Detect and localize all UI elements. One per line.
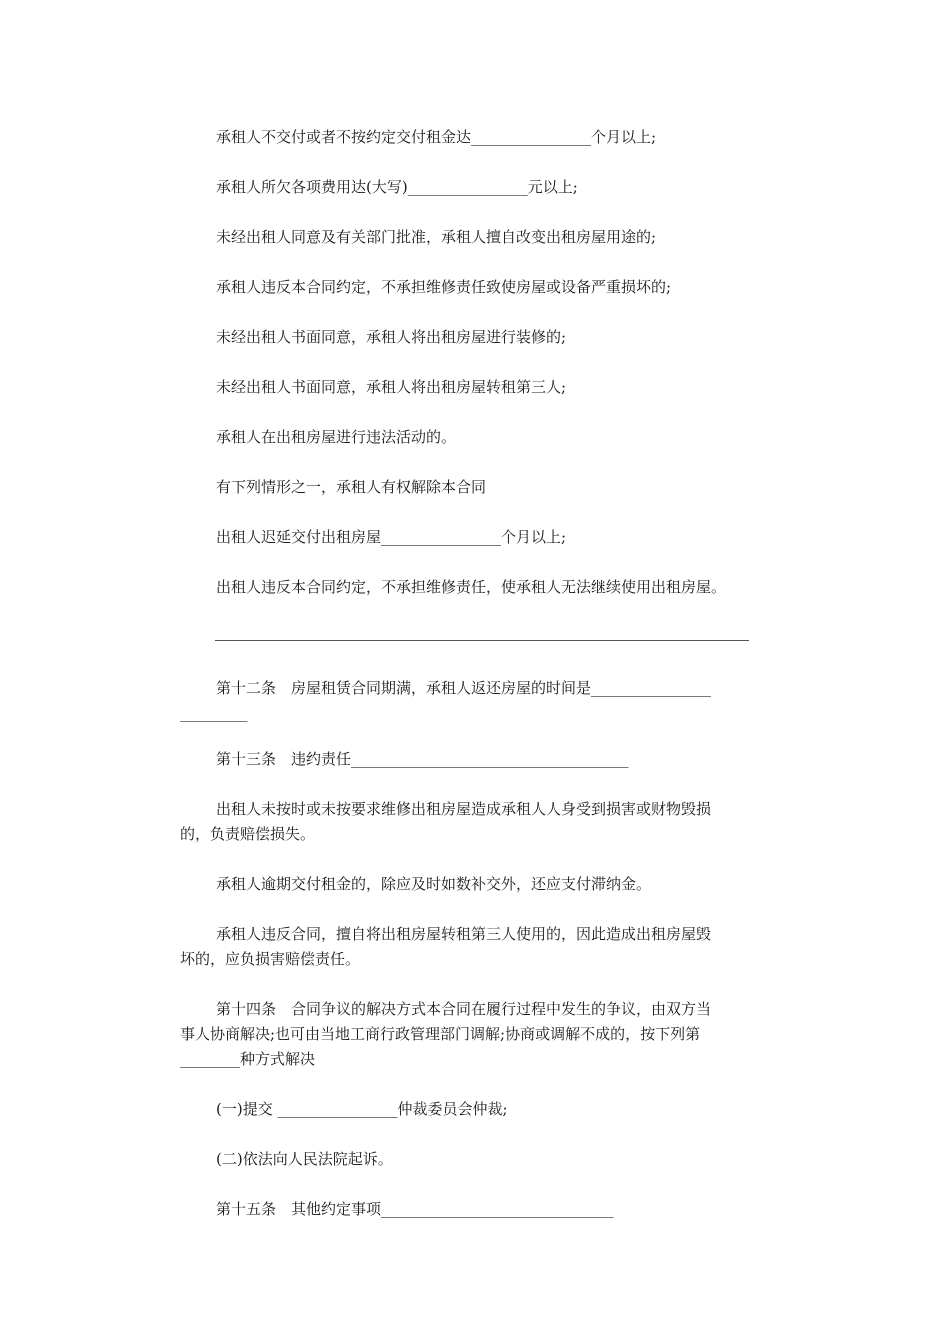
clause-illegal-activity: 承租人在出租房屋进行违法活动的。 [216,428,457,446]
article-14-line2: 事人协商解决;也可由当地工商行政管理部门调解;协商或调解不成的，按下列第 [180,1025,701,1043]
clause-sublet: 未经出租人书面同意，承租人将出租房屋转租第三人; [216,378,567,396]
article-13-item3-line1: 承租人违反合同，擅自将出租房屋转租第三人使用的，因此造成出租房屋毁 [216,925,712,943]
article-13-item3-line2: 坏的，应负损害赔偿责任。 [180,950,361,968]
article-14-line3: ________种方式解决 [180,1050,316,1068]
clause-damage: 承租人违反本合同约定，不承担维修责任致使房屋或设备严重损坏的; [216,278,672,296]
article-13-heading: 第十三条 违约责任_____________________________________ [216,750,629,768]
clause-no-maintenance: 出租人违反本合同约定，不承担维修责任，使承租人无法继续使用出租房屋。 [216,578,727,596]
article-14-line1: 第十四条 合同争议的解决方式本合同在履行过程中发生的争议，由双方当 [216,1000,712,1018]
article-15-heading: 第十五条 其他约定事项_______________________________ [216,1200,614,1218]
clause-late-delivery: 出租人迟延交付出租房屋________________个月以上; [216,528,567,546]
article-14-option2: (二)依法向人民法院起诉。 [216,1150,393,1168]
clause-renovation: 未经出租人书面同意，承租人将出租房屋进行装修的; [216,328,567,346]
article-14-option1: (一)提交 ________________仲裁委员会仲裁; [216,1100,508,1118]
article-13-item1-line1: 出租人未按时或未按要求维修出租房屋造成承租人人身受到损害或财物毁损 [216,800,712,818]
article-12-line2: _________ [180,704,248,722]
article-13-item1-line2: 的，负责赔偿损失。 [180,825,316,843]
separator-line [215,640,749,641]
clause-unpaid-fees: 承租人所欠各项费用达(大写)________________元以上; [216,178,578,196]
tenant-termination-heading: 有下列情形之一，承租人有权解除本合同 [216,478,487,496]
clause-unpaid-rent: 承租人不交付或者不按约定交付租金达________________个月以上; [216,128,657,146]
article-13-item2: 承租人逾期交付租金的，除应及时如数补交外，还应支付滞纳金。 [216,875,652,893]
clause-change-use: 未经出租人同意及有关部门批准，承租人擅自改变出租房屋用途的; [216,228,657,246]
article-12-line1: 第十二条 房屋租赁合同期满，承租人返还房屋的时间是________________ [216,679,712,697]
